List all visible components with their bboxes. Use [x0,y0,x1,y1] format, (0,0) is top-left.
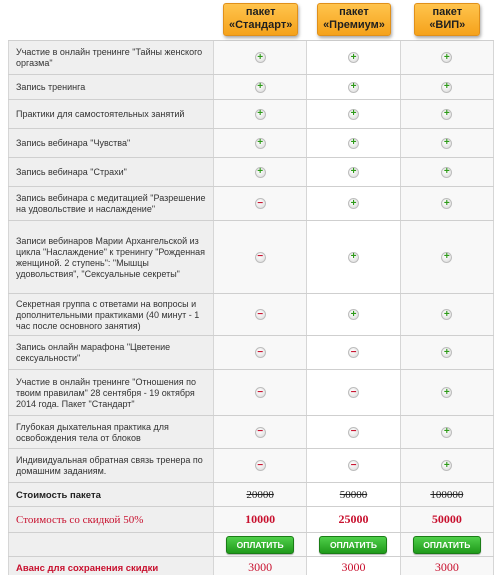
minus-icon: − [348,387,359,398]
advance-price: 3000 [434,560,459,574]
plus-icon: + [441,309,452,320]
package-badge-standard [223,3,298,36]
feature-label: Глубокая дыхательная практика для освобождения тела от блоков [8,416,214,448]
advance-price: 3000 [248,560,273,574]
plus-icon: + [441,109,452,120]
plus-icon: + [441,167,452,178]
plus-icon: + [441,387,452,398]
plus-icon: + [348,309,359,320]
feature-label: Запись вебинара с медитацией "Разрешение на удовольствие и наслаждение" [8,187,214,220]
pay-button-vip[interactable]: ОПЛАТИТЬ [413,536,481,554]
plus-icon: + [348,252,359,263]
minus-icon: − [255,387,266,398]
plus-icon: + [348,109,359,120]
price-old: 100000 [430,488,464,501]
plus-icon: + [255,138,266,149]
feature-row [8,294,494,336]
feature-row [8,41,494,75]
package-name: «Премиум» [323,19,385,31]
price-old: 20000 [246,488,274,501]
plus-icon: + [348,198,359,209]
feature-row [8,221,494,294]
plus-icon: + [441,82,452,93]
package-badge-vip [414,3,480,36]
feature-row [8,449,494,483]
feature-row [8,370,494,416]
package-name: «ВИП» [429,19,466,31]
advance-row-label: Аванс для сохранения скидки [8,557,214,575]
discount-row [8,507,494,533]
price-discount: 50000 [431,512,462,526]
minus-icon: − [348,427,359,438]
package-prefix: пакет [245,6,276,18]
plus-icon: + [255,82,266,93]
pay-button-premium[interactable]: ОПЛАТИТЬ [319,536,387,554]
plus-icon: + [348,167,359,178]
feature-row [8,336,494,370]
pricing-table [8,0,494,575]
plus-icon: + [441,138,452,149]
feature-label: Секретная группа с ответами на вопросы и дополнительными практиками (40 минут - 1 час после основного занятия) [8,294,214,335]
package-header-row [8,0,494,40]
feature-label: Индивидуальная обратная связь тренера по домашним заданиям. [8,449,214,482]
plus-icon: + [441,347,452,358]
feature-label: Запись вебинара "Страхи" [8,158,214,186]
plus-icon: + [255,52,266,63]
plus-icon: + [348,138,359,149]
price-discount: 10000 [245,512,276,526]
feature-label: Участие в онлайн тренинге "Отношения по твоим правилам" 28 сентября - 19 октября 2014 года. Пакет "Стандарт" [8,370,214,415]
minus-icon: − [255,347,266,358]
package-prefix: пакет [339,6,369,18]
plus-icon: + [441,427,452,438]
feature-label: Практики для самостоятельных занятий [8,100,214,128]
feature-row [8,129,494,158]
plus-icon: + [441,52,452,63]
plus-icon: + [255,109,266,120]
advance-row [8,557,494,575]
plus-icon: + [441,198,452,209]
minus-icon: − [255,309,266,320]
price-old: 50000 [339,488,368,501]
plus-icon: + [441,252,452,263]
feature-label: Запись онлайн марафона "Цветение сексуальности" [8,336,214,369]
minus-icon: − [348,347,359,358]
price-row [8,483,494,507]
discount-row-label: Стоимость со скидкой 50% [8,507,214,532]
minus-icon: − [255,198,266,209]
price-discount: 25000 [338,512,369,526]
package-prefix: пакет [432,6,463,18]
plus-icon: + [441,460,452,471]
pay-button-standard[interactable]: ОПЛАТИТЬ [226,536,294,554]
plus-icon: + [348,82,359,93]
feature-label: Записи вебинаров Марии Архангельской из цикла "Наслаждение" к тренингу "Рожденная женщиной. 2 ступень": "Мышцы удовольствия", "Сексуальные секреты" [8,221,214,293]
pay-row [8,533,494,557]
feature-row [8,100,494,129]
minus-icon: − [255,252,266,263]
feature-row [8,75,494,100]
feature-row [8,158,494,187]
minus-icon: − [348,460,359,471]
plus-icon: + [348,52,359,63]
minus-icon: − [255,427,266,438]
package-name: «Стандарт» [228,19,293,31]
advance-price: 3000 [341,560,366,574]
feature-label: Участие в онлайн тренинге "Тайны женского оргазма" [8,41,214,74]
price-row-label: Стоимость пакета [8,483,214,506]
feature-label: Запись тренинга [8,75,214,99]
feature-label: Запись вебинара "Чувства" [8,129,214,157]
plus-icon: + [255,167,266,178]
minus-icon: − [255,460,266,471]
feature-row [8,187,494,221]
feature-rows [8,40,494,483]
package-badge-premium [317,3,391,36]
feature-row [8,416,494,449]
